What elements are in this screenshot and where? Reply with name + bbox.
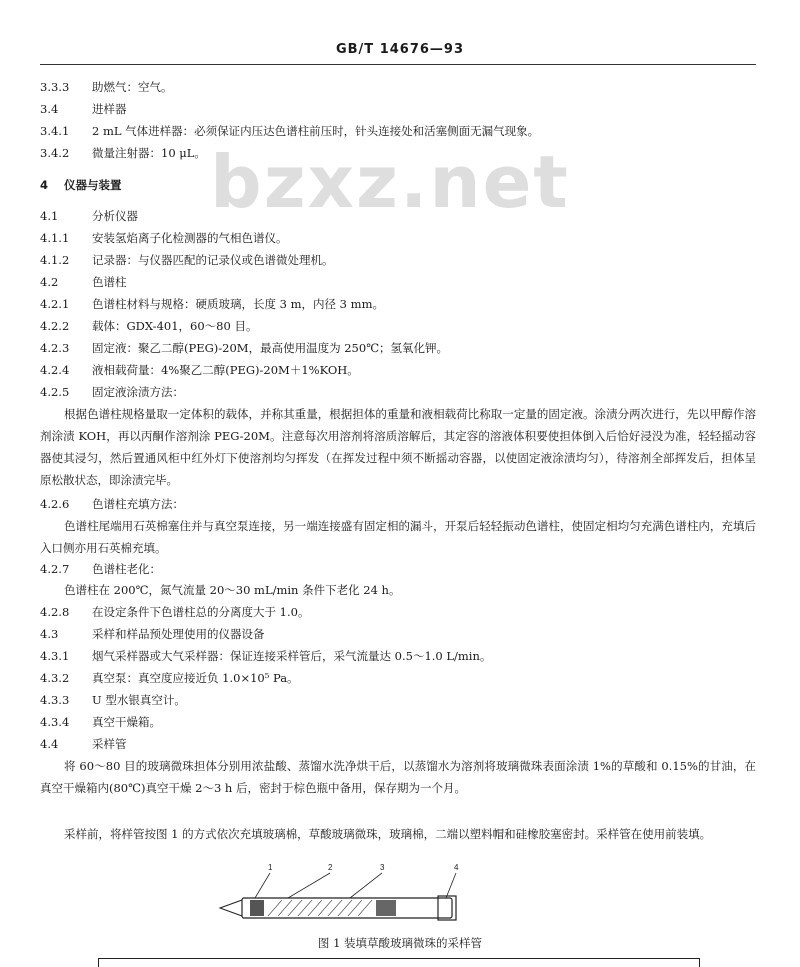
clause-4-3-3: [40, 692, 760, 708]
clause-4-2-2: [40, 318, 760, 334]
tube-taper-end: [220, 900, 242, 916]
tube-body: [242, 898, 452, 918]
clause-text: 色谱柱老化：: [92, 562, 161, 576]
standard-number-header: GB/T 14676—93: [335, 42, 465, 57]
figure-label-1: 1: [268, 863, 273, 872]
clause-3-4-2: [40, 145, 760, 161]
clause-number: 4.2.4: [40, 363, 70, 377]
clause-text: 色谱柱充填方法：: [92, 497, 184, 511]
coating-method-paragraph: 根据色谱柱规格量取一定体积的载体，并称其重量，根据担体的重量和液相载荷比称取一定量的固定液。涂渍分两次进行，先以甲醇作溶剂涂渍 KOH，再以丙酮作溶剂涂 PEG-20M。注意每次用溶剂将溶质溶解后，其定容的溶液体积要使担体倒入后恰好浸没为准，轻轻摇动容器使其浸匀，然后置通风柜中红外灯下使溶剂均匀挥发（在挥发过程中须不断摇动容器，以使固定液涂渍均匀），待溶剂全部挥发后，担体呈原松散状态，即涂渍完毕。: [40, 407, 756, 487]
clause-text: 在设定条件下色谱柱总的分离度大于 1.0。: [92, 605, 310, 619]
sampling-tube-figure: [200, 862, 490, 924]
clause-text: 固定液：聚乙二醇(PEG)-20M，最高使用温度为 250℃；氢氧化钾。: [92, 341, 449, 355]
clause-number: 4.2.8: [40, 605, 70, 619]
clause-4-3: [40, 626, 760, 642]
clause-number: 4.2.1: [40, 297, 70, 311]
clause-number: 4.2.6: [40, 497, 70, 511]
clause-4-2-7: [40, 561, 760, 577]
leader-line-1: [255, 873, 270, 898]
tube-end-cap: [438, 896, 456, 920]
glass-wool-right: [376, 900, 396, 916]
aging-paragraph: 色谱柱在 200℃，氮气流量 20～30 mL/min 条件下老化 24 h。: [64, 583, 401, 597]
clause-text: 固定液涂渍方法：: [92, 385, 184, 399]
clause-number: 4.4: [40, 737, 59, 751]
clause-4-2-8: [40, 604, 760, 620]
clause-4-1: [40, 208, 760, 224]
clause-number: 3.3.3: [40, 80, 70, 94]
watermark: bzxz.net: [210, 140, 570, 224]
clause-text: 色谱柱材料与规格：硬质玻璃，长度 3 m，内径 3 mm。: [92, 297, 384, 311]
clause-text: 采样和样品预处理使用的仪器设备: [92, 627, 265, 641]
clause-4-2-5: [40, 384, 760, 400]
clause-number: 4.2: [40, 275, 59, 289]
clause-4-3-1: [40, 648, 760, 664]
clause-number: 4.1.1: [40, 231, 70, 245]
section-title-text: 仪器与装置: [64, 178, 122, 192]
leader-line-3: [350, 873, 382, 898]
glass-wool-left: [250, 900, 264, 916]
clause-4-3-4: [40, 714, 760, 730]
clause-number: 4.3.2: [40, 671, 70, 685]
clause-text: 真空泵：真空度应接近负 1.0×10⁵ Pa。: [92, 671, 299, 685]
clause-4-1-1: [40, 230, 760, 246]
clause-4-4: [40, 736, 760, 752]
clause-text: 助燃气：空气。: [92, 80, 173, 94]
clause-text: 液相载荷量：4%聚乙二醇(PEG)-20M＋1%KOH。: [92, 363, 359, 377]
clause-text: 真空干燥箱。: [92, 715, 161, 729]
clause-number: 4.3.3: [40, 693, 70, 707]
clause-4-2-1: [40, 296, 760, 312]
clause-text: 微量注射器：10 μL。: [92, 146, 206, 160]
clause-text: 色谱柱: [92, 275, 127, 289]
clause-text: 进样器: [92, 102, 127, 116]
clause-3-4-1: [40, 123, 760, 139]
clause-text: 安装氢焰离子化检测器的气相色谱仪。: [92, 231, 288, 245]
clause-number: 4.2.7: [40, 562, 70, 576]
figure-label-4: 4: [454, 863, 459, 872]
clause-text: U 型水银真空计。: [92, 693, 186, 707]
clause-number: 4.1: [40, 209, 59, 223]
figure-caption: 图 1 装填草酸玻璃微珠的采样管: [317, 936, 483, 950]
clause-number: 3.4.1: [40, 124, 70, 138]
clause-number: 3.4.2: [40, 146, 70, 160]
header-rule: [40, 64, 756, 65]
clause-text: 2 mL 气体进样器：必须保证内压达色谱柱前压时，针头连接处和活塞侧面无漏气现象。: [92, 124, 540, 138]
figure-label-3: 3: [380, 863, 385, 872]
clause-text: 烟气采样器或大气采样器：保证连接采样管后，采气流量达 0.5～1.0 L/min。: [92, 649, 492, 663]
tube-preparation-paragraph: 将 60～80 目的玻璃微珠担体分别用浓盐酸、蒸馏水洗净烘干后，以蒸馏水为溶剂将玻璃微珠表面涂渍 1%的草酸和 0.15%的甘油，在真空干燥箱内(80℃)真空干燥 2～3 h 后，密封于棕色瓶中备用，保存期为一个月。: [40, 759, 756, 795]
clause-number: 3.4: [40, 102, 59, 116]
clause-4-2-6: [40, 496, 760, 512]
clause-3-4: [40, 101, 760, 117]
clause-text: 记录器：与仪器匹配的记录仪或色谱微处理机。: [92, 253, 334, 267]
leader-line-2: [288, 873, 330, 898]
clause-number: 4.1.2: [40, 253, 70, 267]
clause-number: 4.2.5: [40, 385, 70, 399]
tube-filling-paragraph: 采样前，将样管按图 1 的方式依次充填玻璃棉，草酸玻璃微珠，玻璃棉，二端以塑料帽和硅橡胶塞密封。采样管在使用前装填。: [64, 827, 712, 841]
clause-4-2-3: [40, 340, 760, 356]
clause-text: 采样管: [92, 737, 127, 751]
figure-label-2: 2: [328, 863, 333, 872]
clause-3-3-3: [40, 79, 760, 95]
bead-packing-hatch: [268, 900, 372, 916]
clause-number: 4.2.3: [40, 341, 70, 355]
clause-text: 载体：GDX-401，60～80 目。: [92, 319, 258, 333]
clause-number: 4.3.4: [40, 715, 70, 729]
clause-4-1-2: [40, 252, 760, 268]
clause-4-2: [40, 274, 760, 290]
clause-4-3-2: [40, 670, 760, 686]
clause-4-2-4: [40, 362, 760, 378]
clause-text: 分析仪器: [92, 209, 138, 223]
clause-number: 4.3.1: [40, 649, 70, 663]
section-number: 4: [40, 178, 49, 192]
clause-number: 4.3: [40, 627, 59, 641]
leader-line-4: [446, 873, 456, 898]
packing-method-paragraph: 色谱柱尾端用石英棉塞住并与真空泵连接，另一端连接盛有固定相的漏斗，开泵后轻轻振动色谱柱，使固定相均匀充满色谱柱内，充填后入口侧亦用石英棉充填。: [40, 519, 756, 555]
clause-number: 4.2.2: [40, 319, 70, 333]
section-4-title: [40, 177, 760, 193]
